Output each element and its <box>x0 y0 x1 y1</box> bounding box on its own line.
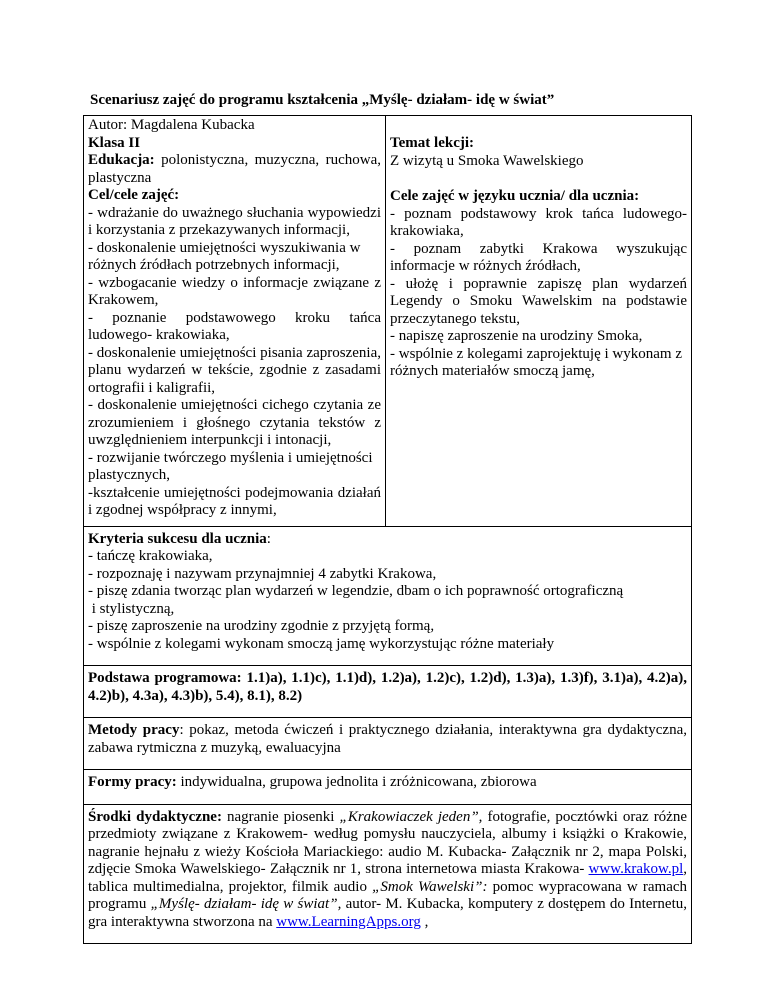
cel-item: -kształcenie umiejętności podejmowania działań i zgodnej współpracy z innymi, <box>88 484 381 518</box>
srodki-part: nagranie piosenki <box>221 808 340 825</box>
right-cell <box>386 116 692 527</box>
table-row <box>84 770 692 805</box>
srodki-text <box>88 809 687 932</box>
metody-label: Metody pracy <box>88 722 180 738</box>
srodki-part: autor- M. Kubacka, komputery z dostępem do Internetu, gra interaktywna stworzona na <box>88 896 687 930</box>
kryteria-label: Kryteria sukcesu dla ucznia <box>88 530 267 547</box>
table-row <box>84 718 692 770</box>
left-cell <box>84 116 386 527</box>
cel-item: - doskonalenie umiejętności pisania zaproszenia, planu wydarzeń w tekście, zgodnie z zasadami ortografii i kaligrafii, <box>88 344 381 396</box>
table-row <box>84 526 692 666</box>
formy-value: indywidualna, grupowa jednolita i zróżnicowana, zbiorowa <box>176 774 537 790</box>
kryteria-item: - tańczę krakowiaka, <box>88 548 213 564</box>
edukacja-label: Edukacja: <box>88 152 155 168</box>
program-title: „Myślę- działam- idę w świat”, <box>150 896 342 912</box>
metody-value: : pokaz, metoda ćwiczeń i praktycznego działania, interaktywna gra dydaktyczna, zabawa rytmiczna z muzyką, ewaluacyjna <box>88 722 687 756</box>
edukacja-line <box>88 152 381 187</box>
srodki-part: , tablica multimedialna, projektor, filmik audio <box>88 861 687 895</box>
cel-ucznia-item: - poznam zabytki Krakowa wyszukując informacje w różnych źródłach, <box>390 240 687 274</box>
kryteria-item: - wspólnie z kolegami wykonam smoczą jamę wykorzystując różne materiały <box>88 635 555 652</box>
srodki-part: , <box>420 913 429 930</box>
klasa-line: Klasa II <box>88 134 141 151</box>
srodki-part: pomoc wypracowana w ramach programu <box>88 878 688 912</box>
cele-heading: Cel/cele zajęć: <box>88 187 180 203</box>
edukacja-value: polonistyczna, muzyczna, ruchowa, plastyczna <box>88 152 381 186</box>
lesson-table <box>83 115 692 944</box>
temat-heading: Temat lekcji: <box>390 135 475 151</box>
cele-ucznia-heading: Cele zajęć w języku ucznia/ dla ucznia: <box>390 188 640 204</box>
metody-cell <box>84 718 692 770</box>
cel-ucznia-item: - wspólnie z kolegami zaprojektuję i wykonam z różnych materiałów smoczą jamę, <box>390 345 682 379</box>
table-row <box>84 116 692 527</box>
temat-value: Z wizytą u Smoka Wawelskiego <box>390 152 584 169</box>
cel-ucznia-item: - napiszę zaproszenie na urodziny Smoka, <box>390 328 643 344</box>
table-row <box>84 804 692 944</box>
srodki-part: fotografie, pocztówki oraz różne przedmioty związane z Krakowem- według pomysłu nauczyciela, albumy i książki o Krakowie, nagranie hejnału z wieży Kościoła Mariackiego: audio M. Kubacka- Załącznik nr 2, mapa Polski, zdjęcie Smoka Wawelskiego- Załącznik nr 1, strona internetowa miasta Krakowa- <box>88 808 688 877</box>
cel-ucznia-item: - ułożę i poprawnie zapiszę plan wydarzeń Legendy o Smoku Wawelskim na podstawie przeczytanego tekstu, <box>390 275 687 327</box>
cel-item: - doskonalenie umiejętności cichego czytania ze zrozumieniem i głośnego czytania tekstów z uwzględnieniem interpunkcji i intonacji, <box>88 397 381 448</box>
kryteria-item: - rozpoznaję i nazywam przynajmniej 4 zabytki Krakowa, <box>88 565 437 582</box>
formy-cell <box>84 770 692 805</box>
kryteria-heading <box>88 531 687 549</box>
cel-ucznia-item: - poznam podstawowy krok tańca ludowego- krakowiaka, <box>390 205 687 239</box>
kryteria-item: i stylistyczną, <box>88 600 175 617</box>
cel-item: - wdrażanie do uważnego słuchania wypowiedzi i korzystania z przekazywanych informacji, <box>88 204 381 238</box>
cel-item: - wzbogacanie wiedzy o informacje związane z Krakowem, <box>88 274 381 308</box>
learningapps-link[interactable]: www.LearningApps.org <box>276 913 421 930</box>
formy-text <box>88 774 687 792</box>
podstawa-cell <box>84 666 692 718</box>
film-title: „Smok Wawelski”: <box>372 878 488 895</box>
kryteria-colon: : <box>266 530 271 547</box>
song-title: „Krakowiaczek jeden”, <box>339 808 483 825</box>
krakow-link[interactable]: www.krakow.pl <box>588 861 684 877</box>
srodki-label: Środki dydaktyczne: <box>88 808 222 825</box>
kryteria-item: - piszę zdania tworząc plan wydarzeń w legendzie, dbam o ich poprawność ortograficzną <box>88 583 624 599</box>
kryteria-cell <box>84 526 692 666</box>
cel-item: - rozwijanie twórczego myślenia i umiejętności plastycznych, <box>88 449 373 483</box>
kryteria-item: - piszę zaproszenie na urodziny zgodnie z przyjętą formą, <box>88 618 435 634</box>
podstawa-text: Podstawa programowa: 1.1)a), 1.1)c), 1.1)d), 1.2)a), 1.2)c), 1.2)d), 1.3)a), 1.3)f), 3.1)a), 4.2)a), 4.2)b), 4.3a), 4.3)b), 5.4), 8.1), 8.2) <box>88 670 687 704</box>
author-line: Autor: Magdalena Kubacka <box>88 117 255 133</box>
cel-item: - doskonalenie umiejętności wyszukiwania w różnych źródłach potrzebnych informacji, <box>88 239 361 273</box>
document-title: Scenariusz zajęć do programu kształcenia „Myślę- działam- idę w świat” <box>90 92 555 108</box>
srodki-cell <box>84 804 692 944</box>
cel-item: - poznanie podstawowego kroku tańca ludowego- krakowiaka, <box>88 309 381 343</box>
formy-label: Formy pracy: <box>88 774 177 790</box>
metody-text <box>88 722 687 757</box>
table-row <box>84 666 692 718</box>
